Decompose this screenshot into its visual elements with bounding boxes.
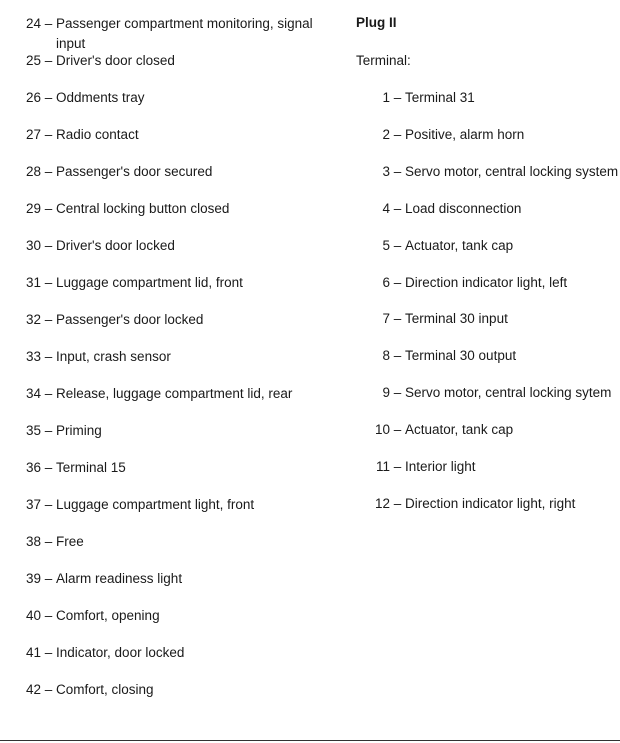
item-text: Positive, alarm horn — [405, 126, 525, 142]
list-item — [20, 458, 126, 478]
item-text: Passenger compartment monitoring, signal input — [56, 16, 313, 51]
item-text: Direction indicator light, right — [405, 495, 576, 511]
item-text: Direction indicator light, left — [405, 274, 568, 290]
list-item — [356, 309, 508, 329]
item-separator: – — [390, 495, 406, 511]
item-separator: – — [41, 312, 57, 327]
item-number: 10 — [374, 422, 390, 438]
item-number: 9 — [382, 385, 390, 401]
item-text: Driver's door locked — [56, 238, 175, 253]
list-item — [356, 420, 513, 440]
item-number: 41 — [25, 645, 41, 660]
bottom-divider — [0, 740, 620, 741]
item-separator: – — [390, 422, 406, 438]
item-separator: – — [390, 237, 406, 253]
item-number: 11 — [375, 459, 390, 474]
list-item — [356, 88, 475, 108]
item-text: Luggage compartment lid, front — [56, 275, 243, 290]
item-number: 26 — [25, 90, 41, 105]
item-number: 8 — [382, 348, 390, 364]
item-number: 12 — [374, 495, 390, 511]
item-separator: – — [41, 571, 57, 586]
item-text: Indicator, door locked — [56, 645, 185, 660]
item-text: Release, luggage compartment lid, rear — [56, 386, 293, 401]
item-text: Load disconnection — [405, 200, 522, 216]
item-separator: – — [390, 459, 406, 474]
list-item — [356, 346, 516, 366]
item-number: 36 — [25, 460, 41, 475]
item-text: Passenger's door secured — [56, 164, 213, 179]
item-text: Terminal 15 — [56, 460, 126, 475]
list-item — [20, 125, 139, 145]
item-number: 5 — [382, 237, 390, 253]
list-item — [20, 14, 326, 54]
item-separator: – — [41, 497, 57, 512]
item-number: 38 — [25, 534, 41, 549]
item-text: Radio contact — [56, 127, 139, 142]
item-number: 35 — [25, 423, 41, 438]
item-separator: – — [41, 16, 57, 31]
item-separator: – — [41, 53, 57, 68]
item-text: Central locking button closed — [56, 201, 230, 216]
list-item — [20, 347, 171, 367]
item-separator: – — [41, 164, 57, 179]
list-item — [356, 125, 524, 145]
list-item — [20, 51, 175, 71]
list-item — [20, 680, 154, 700]
item-text: Oddments tray — [56, 90, 145, 105]
item-number: 6 — [382, 274, 390, 290]
item-separator: – — [390, 163, 406, 179]
list-item — [356, 199, 521, 219]
item-separator: – — [41, 238, 57, 253]
item-separator: – — [41, 90, 57, 105]
item-number: 32 — [25, 312, 41, 327]
item-number: 42 — [25, 682, 41, 697]
list-item — [356, 273, 567, 293]
item-text: Input, crash sensor — [56, 349, 171, 364]
item-text: Terminal 30 output — [405, 348, 517, 364]
item-number: 2 — [382, 126, 390, 142]
item-text: Alarm readiness light — [56, 571, 183, 586]
item-separator: – — [41, 682, 57, 697]
item-number: 7 — [382, 311, 390, 327]
plug-title: Plug II — [356, 15, 397, 30]
item-text: Actuator, tank cap — [405, 422, 514, 438]
item-text: Servo motor, central locking system — [405, 163, 619, 179]
item-separator: – — [390, 385, 406, 401]
list-item — [20, 310, 203, 330]
item-text: Passenger's door locked — [56, 312, 204, 327]
item-separator: – — [390, 348, 406, 364]
list-item — [20, 199, 229, 219]
item-number: 33 — [25, 349, 41, 364]
item-number: 3 — [382, 163, 390, 179]
item-separator: – — [390, 274, 406, 290]
item-number: 1 — [382, 90, 390, 105]
list-item — [20, 606, 160, 626]
list-item — [20, 88, 145, 108]
item-text: Comfort, closing — [56, 682, 154, 697]
item-separator: – — [41, 275, 57, 290]
list-item — [20, 569, 182, 589]
list-item — [20, 643, 184, 663]
item-number: 37 — [25, 497, 41, 512]
item-text: Luggage compartment light, front — [56, 497, 255, 512]
item-number: 34 — [25, 386, 41, 401]
item-text: Free — [56, 534, 84, 549]
item-number: 31 — [25, 275, 41, 290]
item-separator: – — [41, 608, 57, 623]
item-text: Driver's door closed — [56, 53, 175, 68]
item-separator: – — [41, 645, 57, 660]
item-separator: – — [41, 460, 57, 475]
item-number: 30 — [25, 238, 41, 253]
list-item — [356, 383, 611, 403]
list-item — [356, 162, 618, 182]
item-number: 27 — [25, 127, 41, 142]
item-separator: – — [390, 126, 406, 142]
item-separator: – — [390, 200, 406, 216]
item-separator: – — [41, 386, 57, 401]
list-item — [356, 494, 575, 514]
item-separator: – — [390, 90, 406, 105]
item-separator: – — [41, 423, 57, 438]
item-separator: – — [41, 127, 57, 142]
item-number: 24 — [25, 16, 41, 31]
item-text: Interior light — [405, 459, 476, 474]
list-item — [20, 384, 292, 404]
item-number: 39 — [25, 571, 41, 586]
item-separator: – — [41, 201, 57, 216]
list-item — [20, 532, 84, 552]
item-separator: – — [390, 311, 406, 327]
terminal-label: Terminal: — [356, 53, 411, 68]
item-number: 29 — [25, 201, 41, 216]
list-item — [20, 162, 212, 182]
item-text: Actuator, tank cap — [405, 237, 514, 253]
list-item — [20, 236, 175, 256]
item-number: 4 — [382, 200, 390, 216]
list-item — [20, 495, 254, 515]
item-text: Terminal 30 input — [405, 311, 508, 327]
item-text: Priming — [56, 423, 102, 438]
item-text: Comfort, opening — [56, 608, 160, 623]
item-number: 40 — [25, 608, 41, 623]
list-item — [356, 457, 476, 477]
item-separator: – — [41, 349, 57, 364]
list-item — [356, 236, 513, 256]
item-number: 28 — [25, 164, 41, 179]
list-item — [20, 273, 243, 293]
list-item — [20, 421, 102, 441]
item-text: Terminal 31 — [405, 90, 475, 105]
item-number: 25 — [25, 53, 41, 68]
item-separator: – — [41, 534, 57, 549]
item-text: Servo motor, central locking sytem — [405, 385, 612, 401]
